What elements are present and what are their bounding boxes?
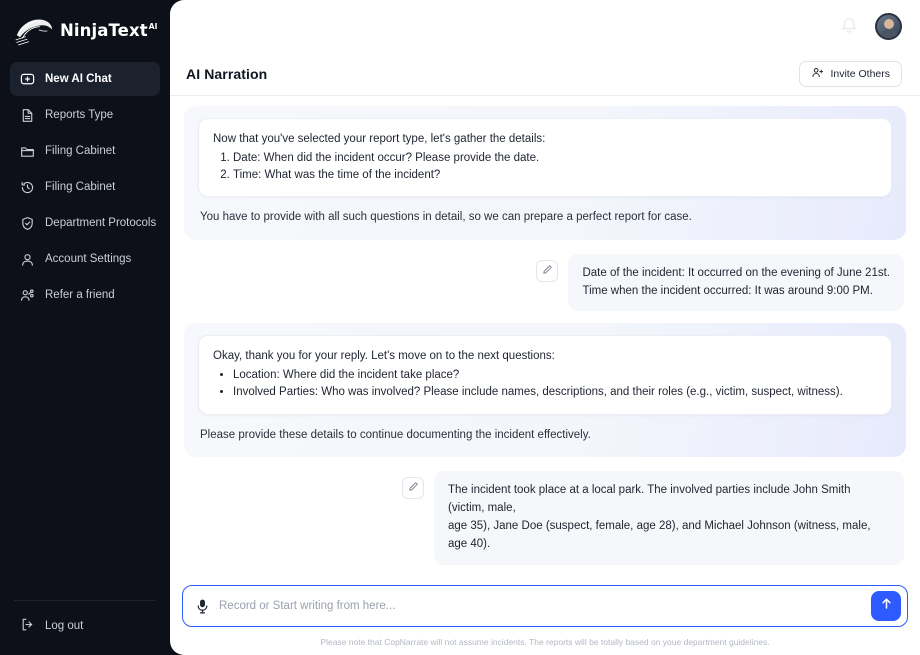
ai-message-intro: Now that you've selected your report type, let's gather the details:	[213, 133, 546, 145]
list-item: 1. Date: When did the incident occur? Please provide the date.	[233, 150, 877, 167]
ai-message	[184, 323, 906, 457]
sidebar-item-label: Filing Cabinet	[45, 181, 116, 193]
sidebar-item-label: Department Protocols	[45, 217, 157, 229]
invite-others-button[interactable]	[799, 61, 902, 87]
ninja-logo-icon	[14, 13, 54, 47]
disclaimer-text: Please note that CopNarrate will not assume incidents. The reports will be totally based on youe department guidelines.	[320, 637, 770, 647]
sidebar	[0, 0, 170, 655]
person-add-icon	[811, 66, 824, 82]
sidebar-item-new-ai-chat[interactable]	[10, 62, 160, 96]
sidebar-spacer	[0, 312, 170, 600]
user-message	[182, 463, 908, 570]
sidebar-item-filing-cabinet[interactable]	[10, 134, 160, 168]
sidebar-item-label: Reports Type	[45, 109, 114, 121]
bell-icon[interactable]	[839, 16, 859, 36]
chat-thread[interactable]	[170, 96, 920, 579]
ai-message	[184, 106, 906, 240]
search-input[interactable]	[219, 600, 862, 612]
history-icon	[20, 180, 35, 195]
user-message-line: Time when the incident occurred: It was around 9:00 PM.	[582, 284, 873, 297]
sidebar-item-label: Filing Cabinet	[45, 145, 116, 157]
user-message-line: age 35), Jane Doe (suspect, female, age 28), and Michael Johnson (witness, male, age 40).	[448, 519, 871, 550]
refer-icon	[20, 288, 35, 303]
ai-message-footnote: You have to provide with all such questions in detail, so we can prepare a perfect report for case.	[200, 211, 692, 224]
brand-name-text: NinjaText	[60, 20, 148, 40]
edit-message-button[interactable]	[536, 260, 558, 282]
user-icon	[20, 252, 35, 267]
invite-others-label: Invite Others	[830, 67, 890, 80]
window-top-controls	[839, 0, 920, 52]
edit-message-button[interactable]	[402, 477, 424, 499]
user-message-line: Date of the incident: It occurred on the evening of June 21st.	[582, 266, 890, 279]
sidebar-item-account-settings[interactable]	[10, 242, 160, 276]
ai-message-intro: Okay, thank you for your reply. Let's move on to the next questions:	[213, 350, 555, 363]
user-message-line: The incident took place at a local park. The involved parties include John Smith (victim, male,	[448, 484, 851, 515]
logout-label: Log out	[45, 620, 84, 632]
sidebar-divider	[14, 600, 156, 601]
logout-icon	[20, 617, 35, 635]
brand	[0, 4, 170, 56]
send-button[interactable]	[871, 591, 901, 621]
ai-message-footnote: Please provide these details to continue documenting the incident effectively.	[200, 428, 591, 441]
user-message-bubble	[434, 471, 904, 564]
sidebar-item-reports-type[interactable]	[10, 98, 160, 132]
shield-icon	[20, 216, 35, 231]
page-title: AI Narration	[186, 65, 268, 82]
panel-header	[170, 52, 920, 96]
main-top-spacer	[170, 0, 920, 52]
pencil-icon	[408, 479, 419, 497]
folder-icon	[20, 144, 35, 159]
ai-message-card	[198, 118, 892, 197]
brand-name	[60, 21, 157, 40]
logout-button[interactable]	[0, 609, 170, 643]
microphone-icon[interactable]	[195, 598, 210, 615]
ai-message-list	[213, 367, 877, 402]
send-arrow-icon	[879, 596, 894, 616]
brand-superscript: AI	[148, 22, 158, 31]
sidebar-item-label: Refer a friend	[45, 289, 115, 301]
pencil-icon	[542, 262, 553, 280]
ai-message-card	[198, 335, 892, 414]
avatar[interactable]	[875, 13, 902, 40]
user-message	[182, 246, 908, 318]
main-panel	[170, 0, 920, 655]
list-item: • Involved Parties: Who was involved? Please include names, descriptions, and their roles (e.g., victim, suspect, witness).	[233, 384, 877, 401]
sidebar-item-filing-cabinet-history[interactable]	[10, 170, 160, 204]
sidebar-nav	[0, 62, 170, 312]
sidebar-item-refer-a-friend[interactable]	[10, 278, 160, 312]
list-item: • Location: Where did the incident take place?	[233, 367, 877, 384]
document-icon	[20, 108, 35, 123]
sidebar-item-label: New AI Chat	[45, 73, 112, 85]
chat-plus-icon	[20, 72, 35, 87]
sidebar-item-department-protocols[interactable]	[10, 206, 160, 240]
ai-message-list	[213, 150, 877, 185]
composer-container	[170, 579, 920, 631]
sidebar-item-label: Account Settings	[45, 253, 132, 265]
composer[interactable]	[182, 585, 908, 627]
list-item: 2. Time: What was the time of the incident?	[233, 167, 877, 184]
user-message-bubble	[568, 254, 904, 312]
